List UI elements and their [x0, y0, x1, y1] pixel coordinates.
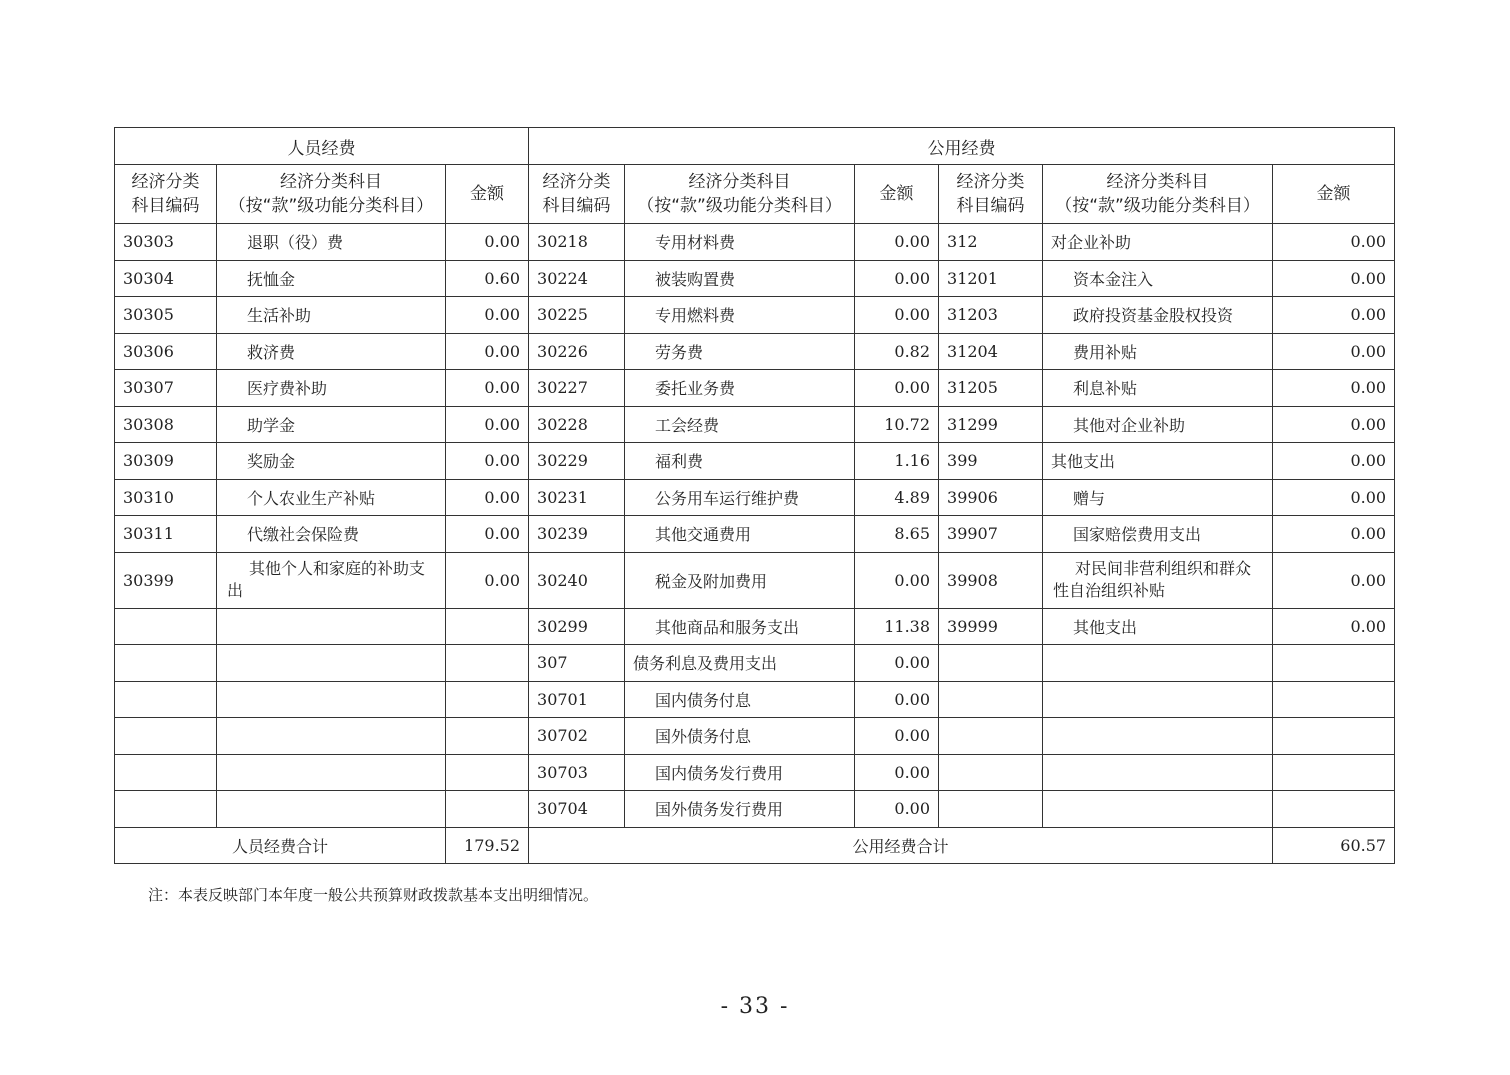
subject-code-cell: 30703 — [529, 754, 625, 791]
amount-cell: 0.00 — [855, 370, 939, 407]
section-personnel-header: 人员经费 — [115, 128, 529, 165]
subject-name-cell: 生活补助 — [217, 297, 446, 334]
amount-cell: 0.00 — [446, 406, 529, 443]
amount-cell: 0.00 — [446, 552, 529, 608]
subject-code-cell: 30226 — [529, 333, 625, 370]
amount-cell: 0.60 — [446, 260, 529, 297]
amount-cell: 0.00 — [446, 370, 529, 407]
amount-cell: 0.00 — [855, 791, 939, 828]
subject-code-cell: 30240 — [529, 552, 625, 608]
section-public-header: 公用经费 — [529, 128, 1395, 165]
amount-cell — [446, 645, 529, 682]
subject-name-cell: 国内债务付息 — [625, 681, 855, 718]
subject-code-cell: 30701 — [529, 681, 625, 718]
subject-name-cell: 救济费 — [217, 333, 446, 370]
subject-name-cell — [1043, 645, 1273, 682]
header-name: 经济分类科目 （按“款”级功能分类科目） — [1043, 165, 1273, 224]
header-amount: 金额 — [1273, 165, 1395, 224]
subject-name-cell: 工会经费 — [625, 406, 855, 443]
header-code: 经济分类 科目编码 — [939, 165, 1043, 224]
subject-code-cell — [115, 754, 217, 791]
subject-name-cell: 被装购置费 — [625, 260, 855, 297]
subject-code-cell: 30239 — [529, 516, 625, 553]
subject-name-cell: 福利费 — [625, 443, 855, 480]
subject-code-cell: 30310 — [115, 479, 217, 516]
subject-code-cell: 30299 — [529, 608, 625, 645]
amount-cell: 0.00 — [1273, 406, 1395, 443]
amount-cell — [446, 791, 529, 828]
amount-cell — [1273, 791, 1395, 828]
subject-name-cell: 劳务费 — [625, 333, 855, 370]
amount-cell: 0.00 — [446, 224, 529, 261]
amount-cell: 0.00 — [855, 718, 939, 755]
subject-code-cell: 30218 — [529, 224, 625, 261]
amount-cell: 0.00 — [1273, 260, 1395, 297]
subject-name-cell: 其他个人和家庭的补助支出 — [217, 552, 446, 608]
subject-code-cell: 30305 — [115, 297, 217, 334]
amount-cell — [1273, 645, 1395, 682]
subject-code-cell: 31203 — [939, 297, 1043, 334]
subject-code-cell — [115, 791, 217, 828]
subject-code-cell: 39907 — [939, 516, 1043, 553]
subject-name-cell — [217, 681, 446, 718]
table-row — [115, 406, 1395, 443]
public-total-label: 公用经费合计 — [529, 827, 1273, 863]
subject-name-cell: 其他交通费用 — [625, 516, 855, 553]
subject-name-cell: 国外债务发行费用 — [625, 791, 855, 828]
amount-cell: 0.00 — [855, 681, 939, 718]
subject-name-cell: 利息补贴 — [1043, 370, 1273, 407]
amount-cell — [446, 681, 529, 718]
subject-name-cell: 国内债务发行费用 — [625, 754, 855, 791]
table-row — [115, 297, 1395, 334]
table-row — [115, 791, 1395, 828]
subject-name-cell — [217, 718, 446, 755]
amount-cell: 0.82 — [855, 333, 939, 370]
table-note: 注：本表反映部门本年度一般公共预算财政拨款基本支出明细情况。 — [148, 886, 599, 904]
amount-cell: 4.89 — [855, 479, 939, 516]
subject-name-cell: 国外债务付息 — [625, 718, 855, 755]
amount-cell: 0.00 — [855, 260, 939, 297]
subject-code-cell — [939, 681, 1043, 718]
amount-cell: 0.00 — [446, 479, 529, 516]
subject-code-cell: 312 — [939, 224, 1043, 261]
subject-code-cell — [939, 718, 1043, 755]
amount-cell — [1273, 718, 1395, 755]
subject-name-cell — [217, 791, 446, 828]
subject-code-cell: 30309 — [115, 443, 217, 480]
subject-name-cell: 专用燃料费 — [625, 297, 855, 334]
page-number: - 33 - — [720, 994, 790, 1019]
subject-name-cell: 抚恤金 — [217, 260, 446, 297]
subject-code-cell: 30704 — [529, 791, 625, 828]
subject-code-cell — [939, 754, 1043, 791]
amount-cell: 8.65 — [855, 516, 939, 553]
subject-name-cell: 其他商品和服务支出 — [625, 608, 855, 645]
amount-cell — [1273, 754, 1395, 791]
amount-cell: 0.00 — [446, 297, 529, 334]
subject-code-cell: 30227 — [529, 370, 625, 407]
total-row — [115, 827, 1395, 863]
subject-code-cell: 39906 — [939, 479, 1043, 516]
amount-cell — [446, 754, 529, 791]
amount-cell: 10.72 — [855, 406, 939, 443]
table-row — [115, 754, 1395, 791]
amount-cell: 0.00 — [446, 516, 529, 553]
table-row — [115, 681, 1395, 718]
subject-code-cell: 39908 — [939, 552, 1043, 608]
subject-code-cell: 30399 — [115, 552, 217, 608]
subject-name-cell: 其他支出 — [1043, 608, 1273, 645]
subject-name-cell: 专用材料费 — [625, 224, 855, 261]
subject-name-cell: 税金及附加费用 — [625, 552, 855, 608]
amount-cell: 0.00 — [1273, 443, 1395, 480]
table-row — [115, 479, 1395, 516]
amount-cell: 11.38 — [855, 608, 939, 645]
subject-name-cell — [217, 608, 446, 645]
subject-name-cell: 其他支出 — [1043, 443, 1273, 480]
public-total-amount: 60.57 — [1273, 827, 1395, 863]
subject-name-cell: 个人农业生产补贴 — [217, 479, 446, 516]
subject-name-cell — [1043, 754, 1273, 791]
subject-name-cell — [217, 754, 446, 791]
subject-code-cell: 30308 — [115, 406, 217, 443]
table-row — [115, 370, 1395, 407]
header-name: 经济分类科目 （按“款”级功能分类科目） — [217, 165, 446, 224]
subject-code-cell: 30702 — [529, 718, 625, 755]
subject-name-cell — [217, 645, 446, 682]
personnel-total-label: 人员经费合计 — [115, 827, 446, 863]
subject-code-cell: 30225 — [529, 297, 625, 334]
amount-cell: 0.00 — [855, 754, 939, 791]
subject-code-cell: 30303 — [115, 224, 217, 261]
header-code: 经济分类 科目编码 — [115, 165, 217, 224]
amount-cell: 0.00 — [1273, 552, 1395, 608]
amount-cell — [1273, 681, 1395, 718]
amount-cell: 0.00 — [1273, 370, 1395, 407]
amount-cell — [446, 718, 529, 755]
subject-name-cell: 对民间非营利组织和群众性自治组织补贴 — [1043, 552, 1273, 608]
table-row — [115, 443, 1395, 480]
amount-cell: 0.00 — [1273, 608, 1395, 645]
subject-code-cell — [115, 718, 217, 755]
amount-cell: 0.00 — [446, 333, 529, 370]
subject-name-cell: 代缴社会保险费 — [217, 516, 446, 553]
amount-cell: 1.16 — [855, 443, 939, 480]
subject-name-cell: 助学金 — [217, 406, 446, 443]
subject-code-cell — [939, 791, 1043, 828]
table-row — [115, 552, 1395, 608]
header-code: 经济分类 科目编码 — [529, 165, 625, 224]
subject-name-cell: 国家赔偿费用支出 — [1043, 516, 1273, 553]
subject-code-cell: 30228 — [529, 406, 625, 443]
subject-name-cell: 委托业务费 — [625, 370, 855, 407]
amount-cell — [446, 608, 529, 645]
table-row — [115, 260, 1395, 297]
subject-code-cell: 31201 — [939, 260, 1043, 297]
subject-name-cell: 其他对企业补助 — [1043, 406, 1273, 443]
amount-cell: 0.00 — [855, 552, 939, 608]
section-header-row — [115, 128, 1395, 165]
subject-name-cell: 政府投资基金股权投资 — [1043, 297, 1273, 334]
table-row — [115, 333, 1395, 370]
subject-name-cell: 医疗费补助 — [217, 370, 446, 407]
subject-name-cell — [1043, 681, 1273, 718]
subject-code-cell: 31299 — [939, 406, 1043, 443]
subject-name-cell: 费用补贴 — [1043, 333, 1273, 370]
header-amount: 金额 — [446, 165, 529, 224]
subject-code-cell — [115, 681, 217, 718]
table-row — [115, 516, 1395, 553]
subject-code-cell: 30311 — [115, 516, 217, 553]
subject-name-cell: 资本金注入 — [1043, 260, 1273, 297]
subject-name-cell: 赠与 — [1043, 479, 1273, 516]
subject-code-cell: 30231 — [529, 479, 625, 516]
table-row — [115, 224, 1395, 261]
table-row — [115, 608, 1395, 645]
subject-code-cell: 307 — [529, 645, 625, 682]
amount-cell: 0.00 — [1273, 479, 1395, 516]
amount-cell: 0.00 — [1273, 516, 1395, 553]
subject-code-cell — [115, 645, 217, 682]
amount-cell: 0.00 — [855, 297, 939, 334]
subject-code-cell — [115, 608, 217, 645]
subject-code-cell: 31204 — [939, 333, 1043, 370]
subject-code-cell: 30224 — [529, 260, 625, 297]
column-header-row — [115, 165, 1395, 224]
subject-code-cell: 39999 — [939, 608, 1043, 645]
table-row — [115, 645, 1395, 682]
subject-code-cell: 30229 — [529, 443, 625, 480]
table-row — [115, 718, 1395, 755]
amount-cell: 0.00 — [1273, 224, 1395, 261]
header-name: 经济分类科目 （按“款”级功能分类科目） — [625, 165, 855, 224]
subject-name-cell: 奖励金 — [217, 443, 446, 480]
amount-cell: 0.00 — [855, 224, 939, 261]
subject-code-cell: 30307 — [115, 370, 217, 407]
amount-cell: 0.00 — [855, 645, 939, 682]
subject-name-cell — [1043, 718, 1273, 755]
subject-name-cell: 对企业补助 — [1043, 224, 1273, 261]
subject-code-cell — [939, 645, 1043, 682]
subject-code-cell: 30306 — [115, 333, 217, 370]
amount-cell: 0.00 — [1273, 333, 1395, 370]
subject-name-cell — [1043, 791, 1273, 828]
subject-name-cell: 债务利息及费用支出 — [625, 645, 855, 682]
personnel-total-amount: 179.52 — [446, 827, 529, 863]
amount-cell: 0.00 — [1273, 297, 1395, 334]
header-amount: 金额 — [855, 165, 939, 224]
subject-name-cell: 退职（役）费 — [217, 224, 446, 261]
subject-name-cell: 公务用车运行维护费 — [625, 479, 855, 516]
subject-code-cell: 30304 — [115, 260, 217, 297]
subject-code-cell: 399 — [939, 443, 1043, 480]
amount-cell: 0.00 — [446, 443, 529, 480]
subject-code-cell: 31205 — [939, 370, 1043, 407]
budget-table — [114, 127, 1395, 864]
